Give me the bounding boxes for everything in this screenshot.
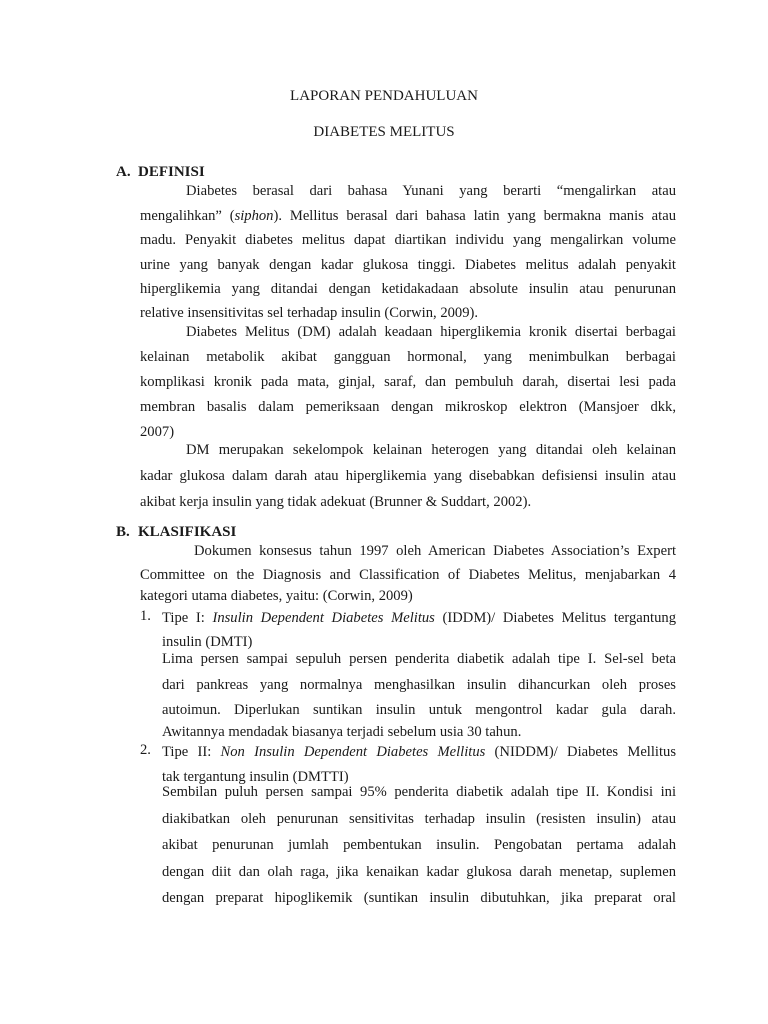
paragraph-line: akibat kerja insulin yang tidak adekuat (Brunner & Suddart, 2002).: [140, 494, 532, 510]
paragraph-line: dengan diit dan olah raga, jika kenaikan kadar glukosa darah menetap, suplemen: [162, 863, 676, 880]
paragraph-line: akibat penurunan jumlah pembentukan insulin. Pengobatan pertama adalah: [162, 837, 676, 853]
paragraph-line: Committee on the Diagnosis and Classification of Diabetes Melitus, menjabarkan 4: [140, 567, 676, 583]
paragraph-line: autoimun. Diperlukan suntikan insulin untuk mengontrol kadar gula darah.: [162, 702, 676, 718]
list-item-tipe-1-body: [162, 647, 676, 724]
paragraph-line: 2007): [140, 424, 175, 440]
section-title: KLASIFIKASI: [138, 524, 237, 540]
list-item-tipe-2-body: [162, 779, 676, 912]
paragraph-line: kategori utama diabetes, yaitu: (Corwin, 2009): [140, 588, 413, 604]
paragraph-line: Diabetes Melitus (DM) adalah keadaan hiperglikemia kronik disertai berbagai: [186, 324, 676, 340]
paragraph-line: madu. Penyakit diabetes melitus dapat diartikan individu yang mengalirkan volume: [140, 232, 676, 248]
section-letter: A.: [116, 164, 131, 180]
paragraph-line: Sembilan puluh persen sampai 95% penderita diabetik adalah tipe II. Kondisi ini: [162, 784, 676, 800]
paragraph-line: DM merupakan sekelompok kelainan heterogen yang ditandai oleh kelainan: [186, 442, 676, 458]
paragraph-line: Lima persen sampai sepuluh persen penderita diabetik adalah tipe I. Sel-sel beta: [162, 651, 676, 667]
paragraph-definisi-3: [140, 437, 676, 515]
section-title: DEFINISI: [138, 164, 205, 180]
list-item-label-line: insulin (DMTI): [162, 634, 253, 650]
paragraph-line: relative insensitivitas sel terhadap insulin (Corwin, 2009).: [140, 305, 479, 321]
document-subtitle: DIABETES MELITUS: [313, 124, 455, 140]
paragraph-line: diakibatkan oleh penurunan sensitivitas terhadap insulin (resisten insulin) atau: [162, 810, 676, 827]
paragraph-line: Awitannya mendadak biasanya terjadi sebelum usia 30 tahun.: [162, 724, 522, 740]
paragraph-line: urine yang banyak dengan kadar glukosa tinggi. Diabetes melitus adalah penyakit: [140, 256, 676, 273]
paragraph-line: membran basalis dalam pemeriksaan dengan mikroskop elektron (Mansjoer dkk,: [140, 399, 676, 415]
paragraph-line: hiperglikemia yang ditandai dengan ketidakadaan absolute insulin atau penurunan: [140, 281, 676, 297]
paragraph-line: kelainan metabolik akibat gangguan hormonal, yang menimbulkan berbagai: [140, 349, 676, 365]
paragraph-line: dengan preparat hipoglikemik (suntikan insulin dibutuhkan, jika preparat oral: [162, 890, 676, 906]
list-item-label-line: tak tergantung insulin (DMTTI): [162, 769, 349, 785]
paragraph-line: Dokumen konsesus tahun 1997 oleh American Diabetes Association’s Expert: [194, 543, 676, 559]
italic-term: siphon: [234, 207, 274, 224]
paragraph-line: dari pankreas yang normalnya menghasilkan insulin dihancurkan oleh proses: [162, 676, 676, 693]
paragraph-line: Diabetes berasal dari bahasa Yunani yang berarti “mengalirkan atau: [186, 183, 676, 199]
list-item-label-line: Tipe II: Non Insulin Dependent Diabetes Mellitus (NIDDM)/ Diabetes Mellitus: [162, 744, 676, 760]
list-number: 2.: [140, 742, 151, 758]
paragraph-line: komplikasi kronik pada mata, ginjal, saraf, dan pembuluh darah, disertai lesi pada: [140, 374, 676, 390]
section-letter: B.: [116, 524, 130, 540]
paragraph-definisi-1: [140, 179, 676, 302]
document-title: LAPORAN PENDAHULUAN: [290, 88, 478, 104]
paragraph-definisi-2: [140, 320, 676, 445]
paragraph-klasifikasi-intro: [140, 539, 676, 587]
list-number: 1.: [140, 608, 151, 624]
paragraph-line: kadar glukosa dalam darah atau hiperglikemia yang disebabkan defisiensi insulin atau: [140, 468, 676, 484]
paragraph-line: mengalihkan” (siphon). Mellitus berasal dari bahasa latin yang bermakna manis atau: [140, 207, 676, 224]
list-item-label-line: Tipe I: Insulin Dependent Diabetes Melitus (IDDM)/ Diabetes Melitus tergantung: [162, 610, 676, 626]
italic-term: Non Insulin Dependent Diabetes Mellitus: [220, 744, 486, 760]
italic-term: Insulin Dependent Diabetes Melitus: [212, 610, 435, 626]
